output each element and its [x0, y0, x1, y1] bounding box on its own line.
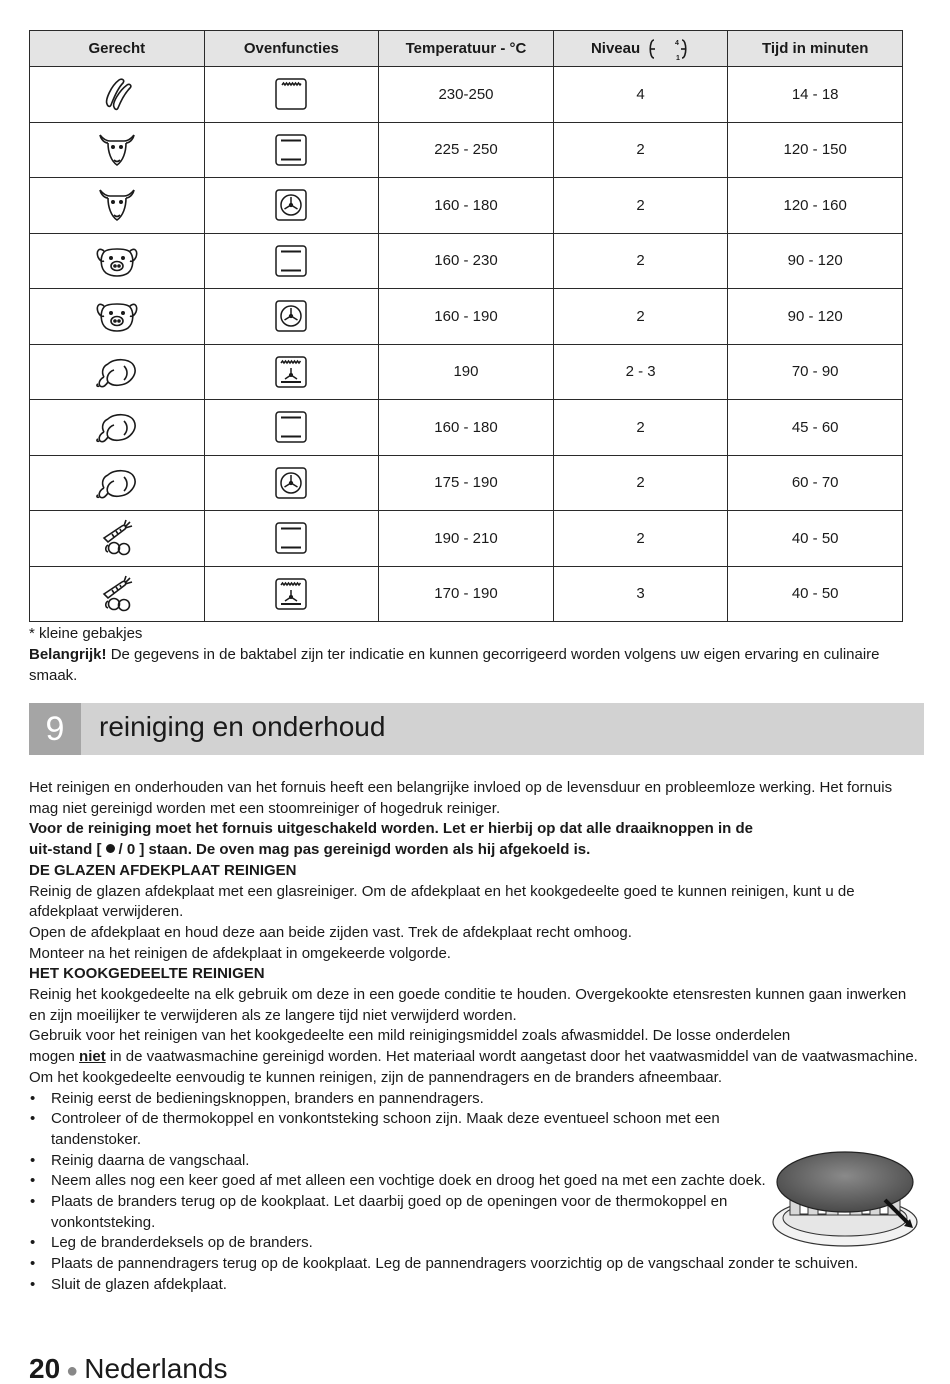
footnote: * kleine gebakjes: [29, 625, 143, 642]
dish-cell: [30, 400, 205, 456]
temperature-cell: 230-250: [379, 67, 554, 123]
hob-heading: HET KOOKGEDEELTE REINIGEN: [29, 965, 265, 983]
list-item: • Plaats de pannendragers terug op de kookplaat. Leg de pannendragers voorzichtig op de vangschaal zonder te schuiven.: [29, 1254, 919, 1275]
list-item: • Controleer of de thermokoppel en vonkontsteking schoon zijn. Maak deze eventueel schoon met een tandenstoker.: [29, 1109, 774, 1150]
oven-function-cell: [204, 289, 379, 345]
level-cell: 2: [553, 122, 728, 178]
list-item: • Sluit de glazen afdekplaat.: [29, 1275, 919, 1296]
hob-paragraph-1: Reinig het kookgedeelte na elk gebruik om deze in een goede conditie te houden. Overgekookte etensresten kunnen gaan inwerken en zijn moeilijker te verwijderen als ze langere tijd niet verwijderd worden.: [29, 986, 907, 1024]
top-heat-icon: [274, 77, 308, 111]
header-temperature: Temperatuur - °C: [379, 31, 554, 67]
header-time: Tijd in minuten: [728, 31, 903, 67]
poultry-icon: [94, 352, 140, 392]
oven-function-cell: [204, 233, 379, 289]
table-row: [30, 511, 903, 567]
safety-warning-line-1: Voor de reiniging moet het fornuis uitgeschakeld worden. Let er hierbij op dat alle draaiknoppen in de: [29, 820, 753, 838]
vegetables-icon: [94, 518, 140, 558]
time-cell: 45 - 60: [728, 400, 903, 456]
glass-paragraph-3: Monteer na het reinigen de afdekplaat in omgekeerde volgorde.: [29, 944, 451, 962]
important-text: De gegevens in de baktabel zijn ter indicatie en kunnen gecorrigeerd worden volgens uw eigen ervaring en culinaire smaak.: [29, 646, 880, 684]
header-oven-function: Ovenfuncties: [204, 31, 379, 67]
time-cell: 90 - 120: [728, 233, 903, 289]
level-cell: 3: [553, 566, 728, 622]
list-item: • Reinig eerst de bedieningsknoppen, branders en pannendragers.: [29, 1089, 919, 1110]
level-cell: 2: [553, 455, 728, 511]
level-cell: 2: [553, 400, 728, 456]
table-row: [30, 289, 903, 345]
footer-language: Nederlands: [84, 1353, 228, 1384]
hot-air-icon: [274, 299, 308, 333]
pork-icon: [94, 296, 140, 336]
section-number: 9: [29, 703, 81, 755]
grill-fan-icon: [274, 577, 308, 611]
poultry-icon: [94, 407, 140, 447]
list-item: • Plaats de branders terug op de kookplaat. Let daarbij goed op de openingen voor de thermokoppel en vonkontsteking.: [29, 1192, 774, 1233]
dish-cell: [30, 455, 205, 511]
table-row: [30, 178, 903, 234]
temperature-cell: 160 - 180: [379, 400, 554, 456]
glass-cover-heading: DE GLAZEN AFDEKPLAAT REINIGEN: [29, 861, 297, 879]
level-cell: 2: [553, 289, 728, 345]
temperature-cell: 175 - 190: [379, 455, 554, 511]
temperature-cell: 190: [379, 344, 554, 400]
table-row: [30, 122, 903, 178]
dish-cell: [30, 233, 205, 289]
burner-illustration: [770, 1140, 920, 1250]
table-row: [30, 400, 903, 456]
hot-air-icon: [274, 188, 308, 222]
temperature-cell: 190 - 210: [379, 511, 554, 567]
page-footer: [29, 1352, 227, 1384]
temperature-cell: 160 - 180: [379, 178, 554, 234]
oven-function-cell: [204, 566, 379, 622]
oven-function-cell: [204, 400, 379, 456]
oven-function-cell: [204, 455, 379, 511]
section-title: reiniging en onderhoud: [99, 711, 386, 742]
vegetables-icon: [94, 574, 140, 614]
baking-table: [29, 30, 903, 622]
level-cell: 4: [553, 67, 728, 123]
intro-paragraph: Het reinigen en onderhouden van het fornuis heeft een belangrijke invloed op de levensduur en probleemloze werking. Het fornuis mag niet gereinigd worden met een stoomreiniger of hogedruk reiniger.: [29, 779, 893, 817]
top-bottom-heat-icon: [274, 244, 308, 278]
sausages-icon: [97, 74, 137, 114]
emphasis-not: niet: [79, 1048, 106, 1066]
table-row: [30, 455, 903, 511]
temperature-cell: 160 - 190: [379, 289, 554, 345]
grill-fan-icon: [274, 355, 308, 389]
level-cell: 2: [553, 511, 728, 567]
pork-icon: [94, 241, 140, 281]
poultry-icon: [94, 463, 140, 503]
oven-function-cell: [204, 344, 379, 400]
glass-paragraph-2: Open de afdekplaat en houd deze aan beide zijden vast. Trek de afdekplaat recht omhoog.: [29, 923, 632, 941]
temperature-cell: 225 - 250: [379, 122, 554, 178]
dish-cell: [30, 344, 205, 400]
time-cell: 120 - 160: [728, 178, 903, 234]
level-cell: 2: [553, 178, 728, 234]
oven-function-cell: [204, 67, 379, 123]
table-header-row: [30, 31, 903, 67]
table-row: [30, 566, 903, 622]
top-bottom-heat-icon: [274, 521, 308, 555]
temperature-cell: 160 - 230: [379, 233, 554, 289]
top-bottom-heat-icon: [274, 133, 308, 167]
hob-paragraph-2: Gebruik voor het reinigen van het kookgedeelte een mild reinigingsmiddel zoals afwasmiddel. De losse onderdelen: [29, 1027, 791, 1045]
top-bottom-heat-icon: [274, 410, 308, 444]
temperature-cell: 170 - 190: [379, 566, 554, 622]
time-cell: 40 - 50: [728, 566, 903, 622]
time-cell: 14 - 18: [728, 67, 903, 123]
hob-paragraph-3: mogen niet in de vaatwasmachine gereinigd worden. Het materiaal wordt aangetast door het vaatwasmiddel van de vaatwasmachine.: [29, 1048, 918, 1066]
important-label: Belangrijk!: [29, 646, 107, 663]
list-item: • Leg de branderdeksels op de branders.: [29, 1233, 919, 1254]
table-row: [30, 233, 903, 289]
svg-text:4: 4: [675, 39, 680, 47]
oven-function-cell: [204, 122, 379, 178]
header-dish: Gerecht: [30, 31, 205, 67]
glass-paragraph-1: Reinig de glazen afdekplaat met een glasreiniger. Om de afdekplaat en het kookgedeelte goed te kunnen reinigen, kunt u de afdekplaat verwijderen.: [29, 882, 855, 921]
shelf-level-icon: [646, 37, 690, 61]
page-number: 20: [29, 1353, 61, 1384]
oven-function-cell: [204, 511, 379, 567]
safety-warning-line-2: uit-stand [ / 0 ] staan. De oven mag pas gereinigd worden als hij afgekoeld is.: [29, 841, 591, 859]
hob-paragraph-4: Om het kookgedeelte eenvoudig te kunnen reinigen, zijn de pannendragers en de branders afneembaar.: [29, 1068, 722, 1086]
dish-cell: [30, 122, 205, 178]
time-cell: 70 - 90: [728, 344, 903, 400]
dish-cell: [30, 289, 205, 345]
dish-cell: [30, 511, 205, 567]
beef-icon: [96, 130, 138, 170]
footer-separator-dot-icon: ●: [66, 1359, 79, 1382]
header-level: Niveau 4 1: [553, 31, 728, 67]
beef-icon: [96, 185, 138, 225]
hot-air-icon: [274, 466, 308, 500]
off-position-dot-icon: [106, 844, 115, 853]
dish-cell: [30, 67, 205, 123]
list-item: • Neem alles nog een keer goed af met alleen een vochtige doek en droog het goed na met een zachte doek.: [29, 1171, 774, 1192]
time-cell: 40 - 50: [728, 511, 903, 567]
oven-function-cell: [204, 178, 379, 234]
level-cell: 2: [553, 233, 728, 289]
list-item: • Reinig daarna de vangschaal.: [29, 1151, 919, 1172]
svg-text:1: 1: [676, 54, 681, 61]
time-cell: 90 - 120: [728, 289, 903, 345]
dish-cell: [30, 178, 205, 234]
important-note: [29, 644, 909, 686]
table-notes: [29, 623, 909, 686]
table-row: [30, 344, 903, 400]
section-heading: [29, 703, 924, 755]
level-cell: 2 - 3: [553, 344, 728, 400]
table-row: [30, 67, 903, 123]
time-cell: 120 - 150: [728, 122, 903, 178]
dish-cell: [30, 566, 205, 622]
time-cell: 60 - 70: [728, 455, 903, 511]
